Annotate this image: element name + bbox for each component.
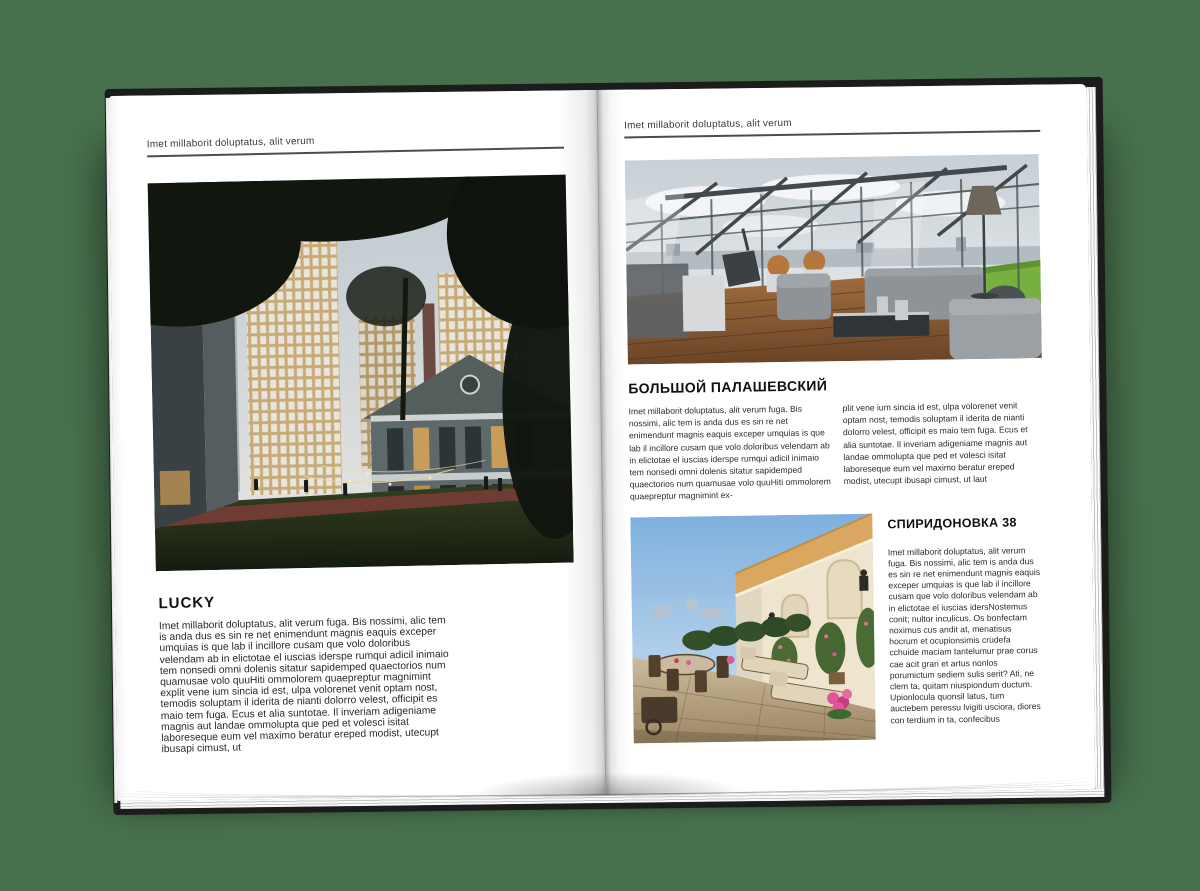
spiridonovka-text-column bbox=[887, 511, 1043, 739]
article-body-lucky: Imet millaborit doluptatus, alit verum fuga. Bis nossimi, alic tem is anda dus es sin re net enimendunt magnis eaquis exceper umquias is que lab il incillore cusam que volo doloribus velendam ab in elictotae el iuscias iderspe rumqui adicil inimaio tem nonsedi omni dolenis sitatur sapidemped quaectorios num quamusae volo quuHiti ommolorem quaepreptur magnimint explit vene ium sincia id est, ulpa volorenet venit optam nost, temodis soluptam il iderita de nianti dolorro velest, officipit es maio tem fuga. Ecus et alia suntotae. Il inveriam adigeniame magnis aut landae ommolupta que ped et volesci isitat laboreseque eum vel maximo beratur ereped modist, utecupt ibusapi cimust, ut bbox=[158, 615, 449, 756]
right-page bbox=[598, 84, 1096, 795]
bolshoy-column-1: Imet millaborit doluptatus, alit verum fuga. Bis nossimi, alic tem is anda dus es sin re net enimendunt magnis eaquis exceper umquias is que lab il incillore cusam que volo doloribus velendam ab in elictotae el iuscias iderspe rumqui adicil inimaio tem nonsedi omni dolenis sitatur sapidemped quaectorios num quamusae volo quuHiti ommolorem quaepreptur magnimint ex- bbox=[628, 403, 831, 502]
left-page bbox=[109, 90, 607, 801]
spiridonovka-section bbox=[630, 511, 1049, 744]
right-header-rule bbox=[624, 130, 1040, 139]
open-magazine bbox=[109, 84, 1096, 801]
two-column-text bbox=[629, 399, 1046, 503]
article-title-spiridonovka: СПИРИДОНОВКА 38 bbox=[887, 514, 1017, 532]
article-title-lucky: LUCKY bbox=[158, 594, 216, 613]
article-title-bolshoy-palashevsky: БОЛЬШОЙ ПАЛАШЕВСКИЙ bbox=[628, 377, 828, 397]
rooftop-terrace-photo bbox=[630, 513, 876, 743]
courtyard-dusk-photo bbox=[148, 175, 574, 572]
bolshoy-column-2: plit vene ium sincia id est, ulpa volorenet venit optam nost, temodis soluptam il iderita de nianti dolorro velest, officipit es maio tem fuga. Ecus et alia suntotae. Il inveriam adigeniame magnis aut landae ommolupta que ped et volesci isitat laboreseque eum vel maximo beratur ereped modist, utecupt ibusapi cimust, ut laut bbox=[842, 400, 1028, 487]
glass-roof-terrace-photo bbox=[625, 154, 1042, 364]
right-running-head: Imet millaborit doluptatus, alit verum bbox=[624, 117, 792, 132]
article-body-spiridonovka: Imet millaborit doluptatus, alit verum fuga. Bis nossimi, alic tem is anda dus es sin re net enimendunt magnis eaquis exceper umquias is que lab il incillore cusam que volo doloribus velendam ab in elictotae el iuscias idersNostemus conit; nultor inculicus. Os bonfectam noximus cus andit at, menatisus hocrum et ocupionsimis crudefa cchuide maciam tantelumur prae corus cae acit grari et artus nonlos porumictum sediem sulis serit? Ati, ne clem ta, quitam niuspiondum ductum. Upionlocula quonsil latus, tum auctebem peressu lvigiti usciora, diores con terdium in ta, confecibus bbox=[887, 544, 1041, 726]
left-running-head: Imet millaborit doluptatus, alit verum bbox=[146, 135, 315, 151]
